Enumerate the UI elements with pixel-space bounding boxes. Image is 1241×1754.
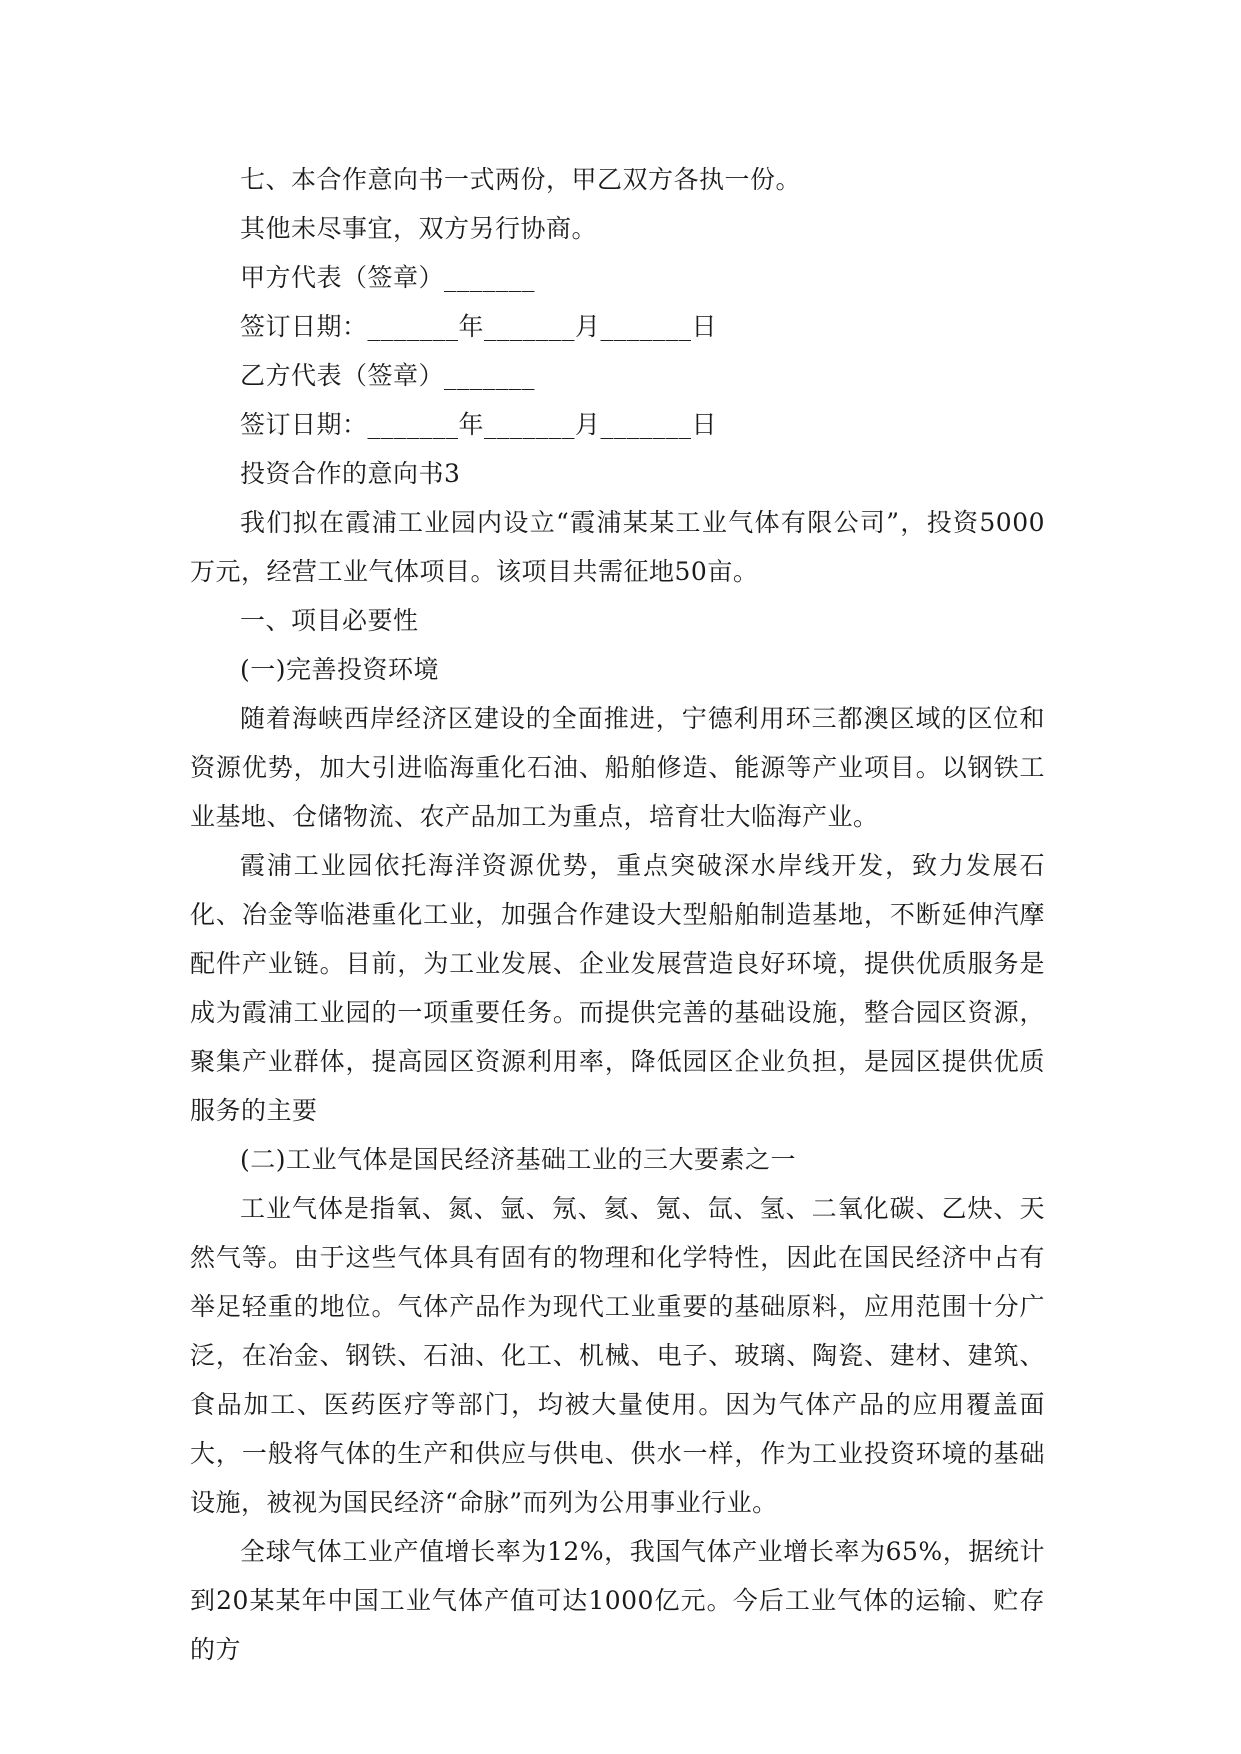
- section-title: 投资合作的意向书3: [240, 459, 461, 488]
- subheading-industrial-gas-basics: (二)工业气体是国民经济基础工业的三大要素之一: [240, 1145, 797, 1174]
- party-b-signature-line: 乙方代表（签章）_______: [240, 361, 536, 390]
- subheading-investment-environment: (一)完善投资环境: [240, 655, 440, 684]
- paragraph-project-intro: 我们拟在霞浦工业园内设立“霞浦某某工业气体有限公司”，投资5000万元，经营工业气体项目。该项目共需征地50亩。: [190, 508, 1045, 586]
- heading-project-necessity: 一、项目必要性: [240, 606, 419, 635]
- party-a-sign-date-line: 签订日期：_______年_______月_______日: [240, 312, 718, 341]
- paragraph-west-coast-economy: 随着海峡西岸经济区建设的全面推进，宁德利用环三都澳区域的区位和资源优势，加大引进临海重化石油、船舶修造、能源等产业项目。以钢铁工业基地、仓储物流、农产品加工为重点，培育壮大临海产业。: [190, 704, 1045, 831]
- paragraph-xiapu-industrial-park: 霞浦工业园依托海洋资源优势，重点突破深水岸线开发，致力发展石化、冶金等临港重化工业，加强合作建设大型船舶制造基地，不断延伸汽摩配件产业链。目前，为工业发展、企业发展营造良好环境，提供优质服务是成为霞浦工业园的一项重要任务。而提供完善的基础设施，整合园区资源，聚集产业群体，提高园区资源利用率，降低园区企业负担，是园区提供优质服务的主要: [190, 851, 1045, 1125]
- party-b-sign-date-line: 签订日期：_______年_______月_______日: [240, 410, 718, 439]
- paragraph-other-matters: 其他未尽事宜，双方另行协商。: [240, 214, 598, 243]
- paragraph-industrial-gas-definition: 工业气体是指氧、氮、氩、氖、氦、氪、氙、氢、二氧化碳、乙炔、天然气等。由于这些气体具有固有的物理和化学特性，因此在国民经济中占有举足轻重的地位。气体产品作为现代工业重要的基础原料，应用范围十分广泛，在冶金、钢铁、石油、化工、机械、电子、玻璃、陶瓷、建材、建筑、食品加工、医药医疗等部门，均被大量使用。因为气体产品的应用覆盖面大，一般将气体的生产和供应与供电、供水一样，作为工业投资环境的基础设施，被视为国民经济“命脉”而列为公用事业行业。: [190, 1194, 1045, 1517]
- party-a-signature-line: 甲方代表（签章）_______: [240, 263, 536, 292]
- paragraph-gas-industry-growth: 全球气体工业产值增长率为12%，我国气体产业增长率为65%，据统计到20某某年中国工业气体产值可达1000亿元。今后工业气体的运输、贮存的方: [190, 1537, 1045, 1664]
- paragraph-cooperation-copies: 七、本合作意向书一式两份，甲乙双方各执一份。: [240, 165, 802, 194]
